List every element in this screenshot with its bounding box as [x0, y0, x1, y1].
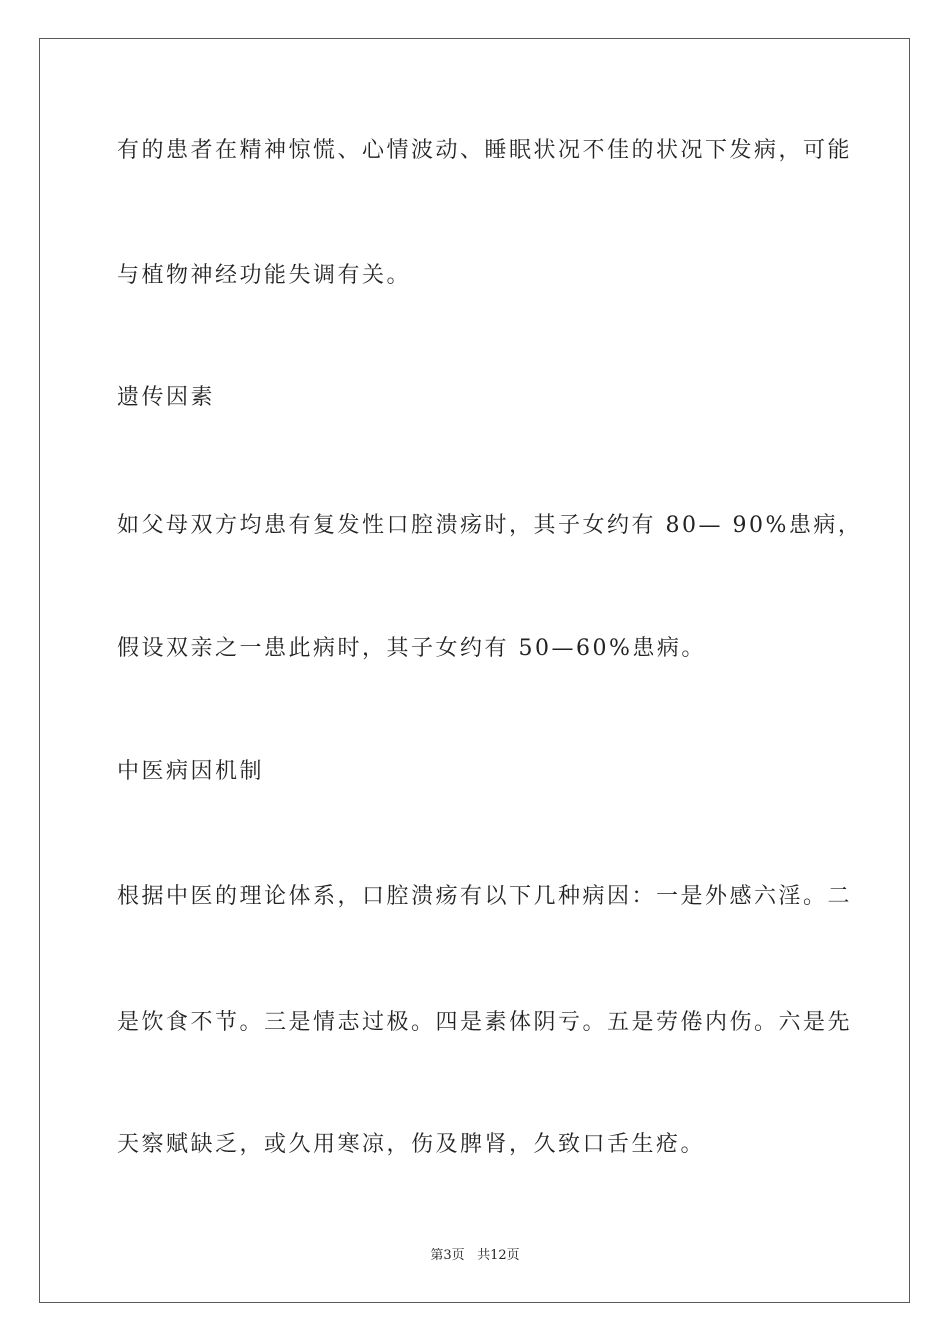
paragraph-line: 如父母双方均患有复发性口腔溃疡时，其子女约有 80— 90%患病，: [117, 513, 863, 538]
paragraph-line: 有的患者在精神惊慌、心情波动、睡眠状况不佳的状况下发病，可能: [117, 138, 853, 163]
page-border: [39, 38, 910, 1303]
paragraph-line: 天察赋缺乏，或久用寒凉，伤及脾肾，久致口舌生疮。: [117, 1132, 706, 1157]
paragraph-line: 根据中医的理论体系，口腔溃疡有以下几种病因：一是外感六淫。二: [117, 884, 853, 909]
page-number: 第3页: [430, 1248, 465, 1263]
page-total: 共12页: [477, 1248, 520, 1263]
section-heading: 中医病因机制: [117, 759, 265, 784]
paragraph-line: 与植物神经功能失调有关。: [117, 263, 412, 288]
paragraph-line: 假设双亲之一患此病时，其子女约有 50—60%患病。: [117, 636, 706, 661]
section-heading: 遗传因素: [117, 385, 216, 410]
paragraph-line: 是饮食不节。三是情志过极。四是素体阴亏。五是劳倦内伤。六是先: [117, 1010, 853, 1035]
page-footer: [0, 1249, 950, 1262]
